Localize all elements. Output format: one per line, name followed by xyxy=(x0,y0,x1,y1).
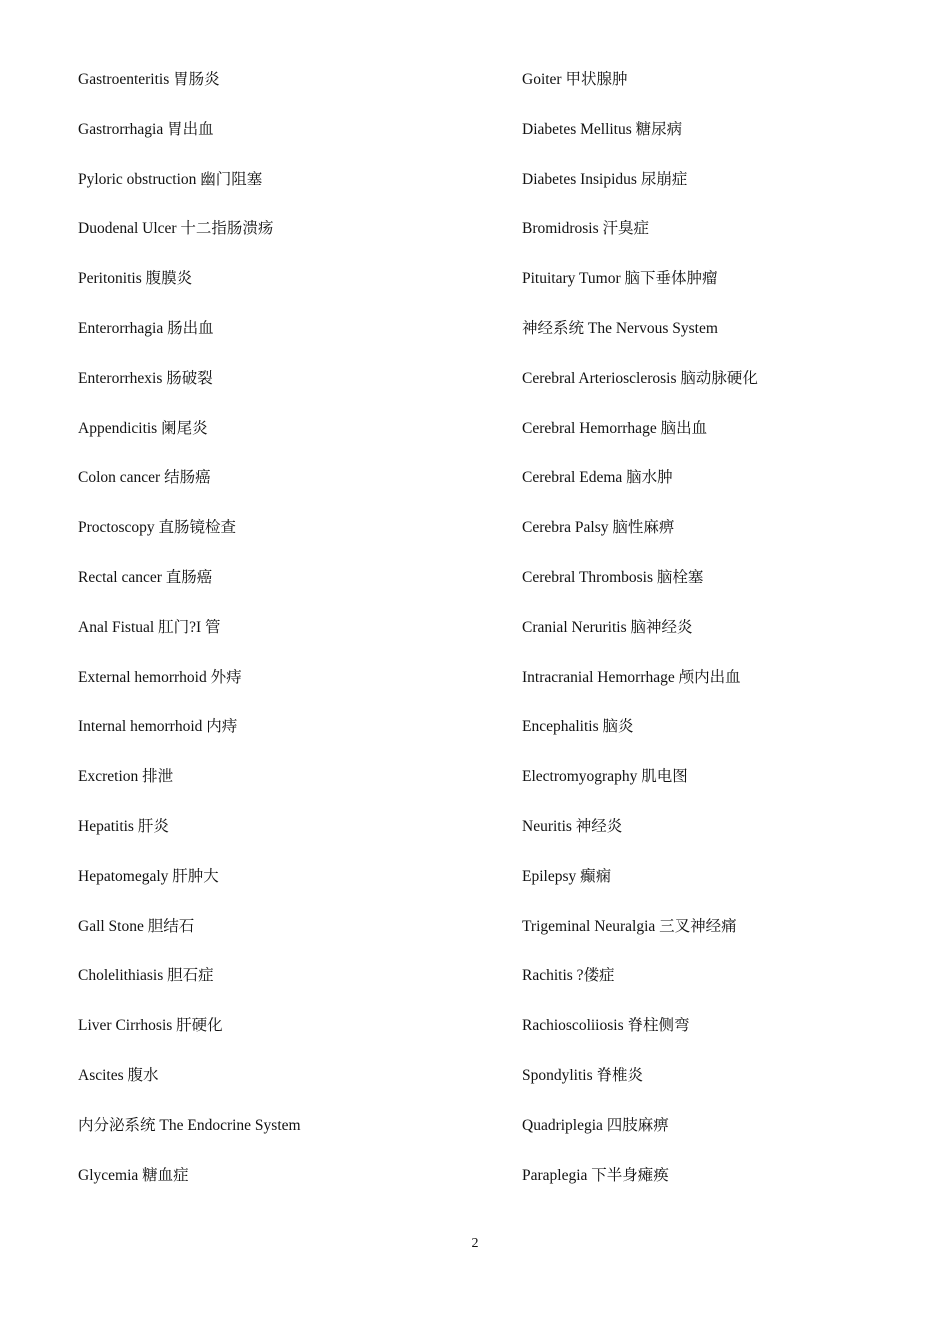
term-entry: Epilepsy 癫痫 xyxy=(522,867,612,885)
left-term-column xyxy=(78,66,498,1211)
term-entry: Neuritis 神经炎 xyxy=(522,817,623,835)
term-entry: Electromyography 肌电图 xyxy=(522,768,688,786)
term-entry: Encephalitis 脑炎 xyxy=(522,718,634,736)
term-entry: Paraplegia 下半身瘫痪 xyxy=(522,1166,669,1184)
term-entry: Gastroenteritis 胃肠炎 xyxy=(78,71,220,88)
term-entry: Pituitary Tumor 脑下垂体肿瘤 xyxy=(522,270,718,288)
term-entry: Appendicitis 阑尾炎 xyxy=(78,419,208,437)
term-entry: Cerebral Edema 脑水肿 xyxy=(522,469,673,487)
term-entry: Gall Stone 胆结石 xyxy=(78,917,195,935)
term-entry: Diabetes Mellitus 糖尿病 xyxy=(522,120,683,138)
term-entry: Quadriplegia 四肢麻痹 xyxy=(522,1116,669,1134)
term-entry: Hepatomegaly 肝肿大 xyxy=(78,867,219,885)
term-entry: External hemorrhoid 外痔 xyxy=(78,668,242,686)
term-entry: Diabetes Insipidus 尿崩症 xyxy=(522,170,688,188)
page-number: 2 xyxy=(471,1236,479,1251)
term-entry: Bromidrosis 汗臭症 xyxy=(522,220,650,238)
term-entry: Cerebral Hemorrhage 脑出血 xyxy=(522,419,708,437)
term-entry: Cerebral Arteriosclerosis 脑动脉硬化 xyxy=(522,369,758,387)
term-entry: Intracranial Hemorrhage 颅内出血 xyxy=(522,668,741,686)
term-entry: Liver Cirrhosis 肝硬化 xyxy=(78,1017,223,1035)
term-entry: Cranial Neruritis 脑神经炎 xyxy=(522,618,693,636)
term-entry: Proctoscopy 直肠镜检查 xyxy=(78,519,237,537)
term-entry: Enterorrhexis 肠破裂 xyxy=(78,369,213,387)
term-entry: Duodenal Ulcer 十二指肠溃疡 xyxy=(78,220,274,238)
term-entry: Internal hemorrhoid 内痔 xyxy=(78,718,238,736)
term-entry: Excretion 排泄 xyxy=(78,768,174,786)
term-entry: Hepatitis 肝炎 xyxy=(78,817,169,835)
term-entry: Cholelithiasis 胆石症 xyxy=(78,967,214,985)
term-entry: Spondylitis 脊椎炎 xyxy=(522,1066,644,1084)
section-heading-nervous: 神经系统 The Nervous System xyxy=(522,319,718,337)
term-entry: Pyloric obstruction 幽门阻塞 xyxy=(78,170,263,188)
term-entry: Enterorrhagia 肠出血 xyxy=(78,319,214,337)
term-entry: Glycemia 糖血症 xyxy=(78,1166,189,1184)
term-entry: Cerebra Palsy 脑性麻痹 xyxy=(522,519,675,537)
term-entry: Rectal cancer 直肠癌 xyxy=(78,568,213,586)
term-entry: Gastrorrhagia 胃出血 xyxy=(78,120,214,138)
term-entry: Rachitis ?偻症 xyxy=(522,967,615,985)
term-entry: Rachioscoliiosis 脊柱侧弯 xyxy=(522,1017,690,1035)
term-entry: Trigeminal Neuralgia 三叉神经痛 xyxy=(522,917,737,935)
term-entry: Colon cancer 结肠癌 xyxy=(78,469,211,487)
term-entry: Cerebral Thrombosis 脑栓塞 xyxy=(522,568,704,586)
section-heading-endocrine: 内分泌系统 The Endocrine System xyxy=(78,1116,301,1134)
term-entry: Ascites 腹水 xyxy=(78,1066,159,1084)
term-entry: Goiter 甲状腺肿 xyxy=(522,71,628,88)
term-entry: Anal Fistual 肛门?I 管 xyxy=(78,618,221,636)
term-entry: Peritonitis 腹膜炎 xyxy=(78,270,193,288)
right-term-column xyxy=(522,66,922,1211)
